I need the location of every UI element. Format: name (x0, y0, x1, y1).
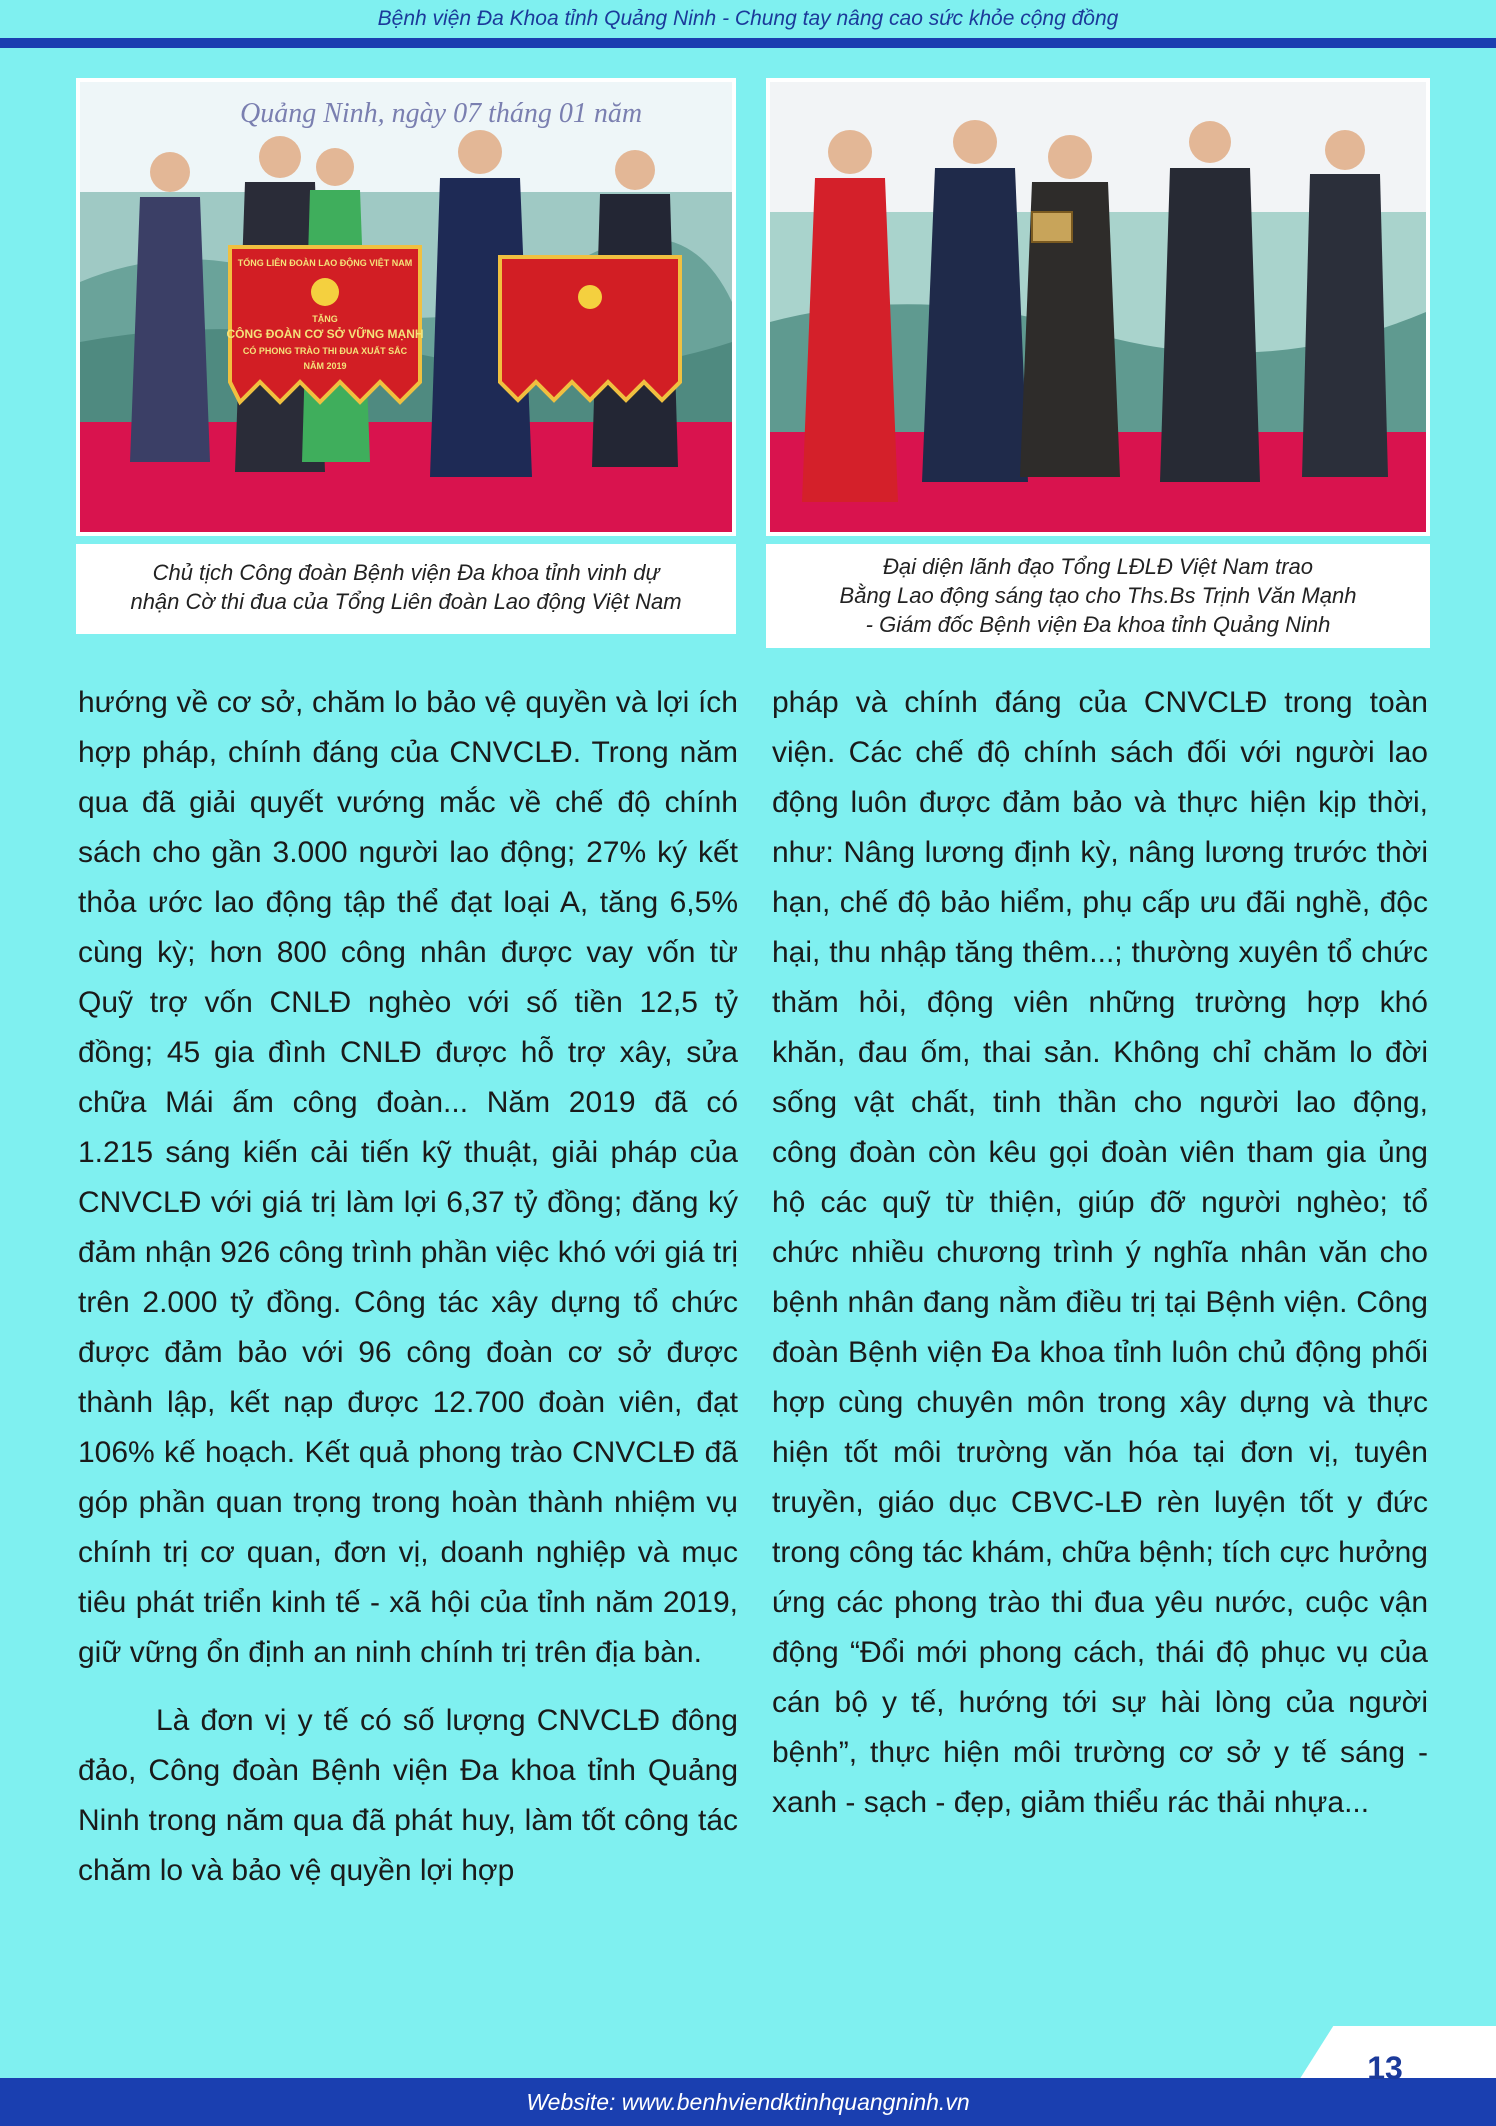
award-flag-front (226, 247, 423, 402)
flag-line-2: TẶNG (312, 314, 338, 324)
page-header (0, 0, 1496, 40)
photo-banner-text: Quảng Ninh, ngày 07 tháng 01 năm (240, 98, 643, 129)
photo-flag-ceremony-illustration (80, 82, 732, 532)
flag-line-4: CÓ PHONG TRÀO THI ĐUA XUẤT SẮC (242, 346, 408, 356)
caption-2-line-1: Đại diện lãnh đạo Tổng LĐLĐ Việt Nam trao (882, 554, 1314, 579)
header-rule (0, 38, 1496, 48)
article-column-left (78, 678, 738, 1896)
award-flag-back (500, 257, 680, 400)
caption-2-line-3: - Giám đốc Bệnh viện Đa khoa tỉnh Quảng Ninh (865, 612, 1331, 637)
photo-flag-ceremony (76, 78, 736, 536)
caption-1-line-1: Chủ tịch Công đoàn Bệnh viện Đa khoa tỉnh vinh dự (152, 560, 660, 585)
photo-caption-1 (76, 544, 736, 634)
caption-1-line-2: nhận Cờ thi đua của Tổng Liên đoàn Lao động Việt Nam (130, 589, 682, 614)
page-number: 13 (1367, 2050, 1403, 2086)
caption-2-line-2: Bằng Lao động sáng tạo cho Ths.Bs Trịnh Văn Mạnh (839, 583, 1357, 608)
photo-caption-2 (766, 544, 1430, 648)
flag-line-1: TỔNG LIÊN ĐOÀN LAO ĐỘNG VIỆT NAM (237, 258, 413, 268)
photo-certificate-presentation (766, 78, 1430, 536)
photo-certificate-illustration (770, 82, 1426, 532)
article-paragraph: pháp và chính đáng của CNVCLĐ trong toàn viện. Các chế độ chính sách đối với người lao động luôn được đảm bảo và thực hiện kịp thời, như: Nâng lương định kỳ, nâng lương trước thời hạn, chế độ bảo hiểm, phụ cấp ưu đãi nghề, độc hại, thu nhập tăng thêm...; thường xuyên tổ chức thăm hỏi, động viên những trường hợp khó khăn, đau ốm, thai sản. Không chỉ chăm lo đời sống vật chất, tinh thần cho người lao động, công đoàn còn kêu gọi đoàn viên tham gia ủng hộ các quỹ từ thiện, giúp đỡ người nghèo; tổ chức nhiều chương trình ý nghĩa nhân văn cho bệnh nhân đang nằm điều trị tại Bệnh viện. Công đoàn Bệnh viện Đa khoa tỉnh luôn chủ động phối hợp cùng chuyên môn trong xây dựng và thực hiện tốt môi trường văn hóa tại đơn vị, tuyên truyền, giáo dục CBVC-LĐ rèn luyện tốt y đức trong công tác khám, chữa bệnh; tích cực hưởng ứng các phong trào thi đua yêu nước, cuộc vận động “Đổi mới phong cách, thái độ phục vụ của cán bộ y tế, hướng tới sự hài lòng của người bệnh”, thực hiện môi trường cơ sở y tế sáng - xanh - sạch - đẹp, giảm thiểu rác thải nhựa... (772, 686, 1428, 1819)
article-column-right (772, 678, 1428, 1828)
footer-website: Website: www.benhviendktinhquangninh.vn (526, 2089, 970, 2115)
flag-line-3: CÔNG ĐOÀN CƠ SỞ VỮNG MẠNH (226, 327, 424, 341)
article-paragraph: Là đơn vị y tế có số lượng CNVCLĐ đông đảo, Công đoàn Bệnh viện Đa khoa tỉnh Quảng Ninh trong năm qua đã phát huy, làm tốt công tác chăm lo và bảo vệ quyền lợi hợp (78, 1704, 738, 1887)
flag-line-5: NĂM 2019 (303, 361, 347, 371)
header-tagline: Bệnh viện Đa Khoa tỉnh Quảng Ninh - Chung tay nâng cao sức khỏe cộng đồng (377, 7, 1119, 30)
article-paragraph: hướng về cơ sở, chăm lo bảo vệ quyền và lợi ích hợp pháp, chính đáng của CNVCLĐ. Trong năm qua đã giải quyết vướng mắc về chế độ chính sách cho gần 3.000 người lao động; 27% ký kết thỏa ước lao động tập thể đạt loại A, tăng 6,5% cùng kỳ; hơn 800 công nhân được vay vốn từ Quỹ trợ vốn CNLĐ nghèo với số tiền 12,5 tỷ đồng; 45 gia đình CNLĐ được hỗ trợ xây, sửa chữa Mái ấm công đoàn... Năm 2019 đã có 1.215 sáng kiến cải tiến kỹ thuật, giải pháp của CNVCLĐ với giá trị làm lợi 6,37 tỷ đồng; đăng ký đảm nhận 926 công trình phần việc khó với giá trị trên 2.000 tỷ đồng. Công tác xây dựng tổ chức được đảm bảo với 96 công đoàn cơ sở được thành lập, kết nạp được 12.700 đoàn viên, đạt 106% kế hoạch. Kết quả phong trào CNVCLĐ đã góp phần quan trọng trong hoàn thành nhiệm vụ chính trị cơ quan, đơn vị, doanh nghiệp và mục tiêu phát triển kinh tế - xã hội của tỉnh năm 2019, giữ vững ổn định an ninh chính trị trên địa bàn. (78, 686, 738, 1669)
